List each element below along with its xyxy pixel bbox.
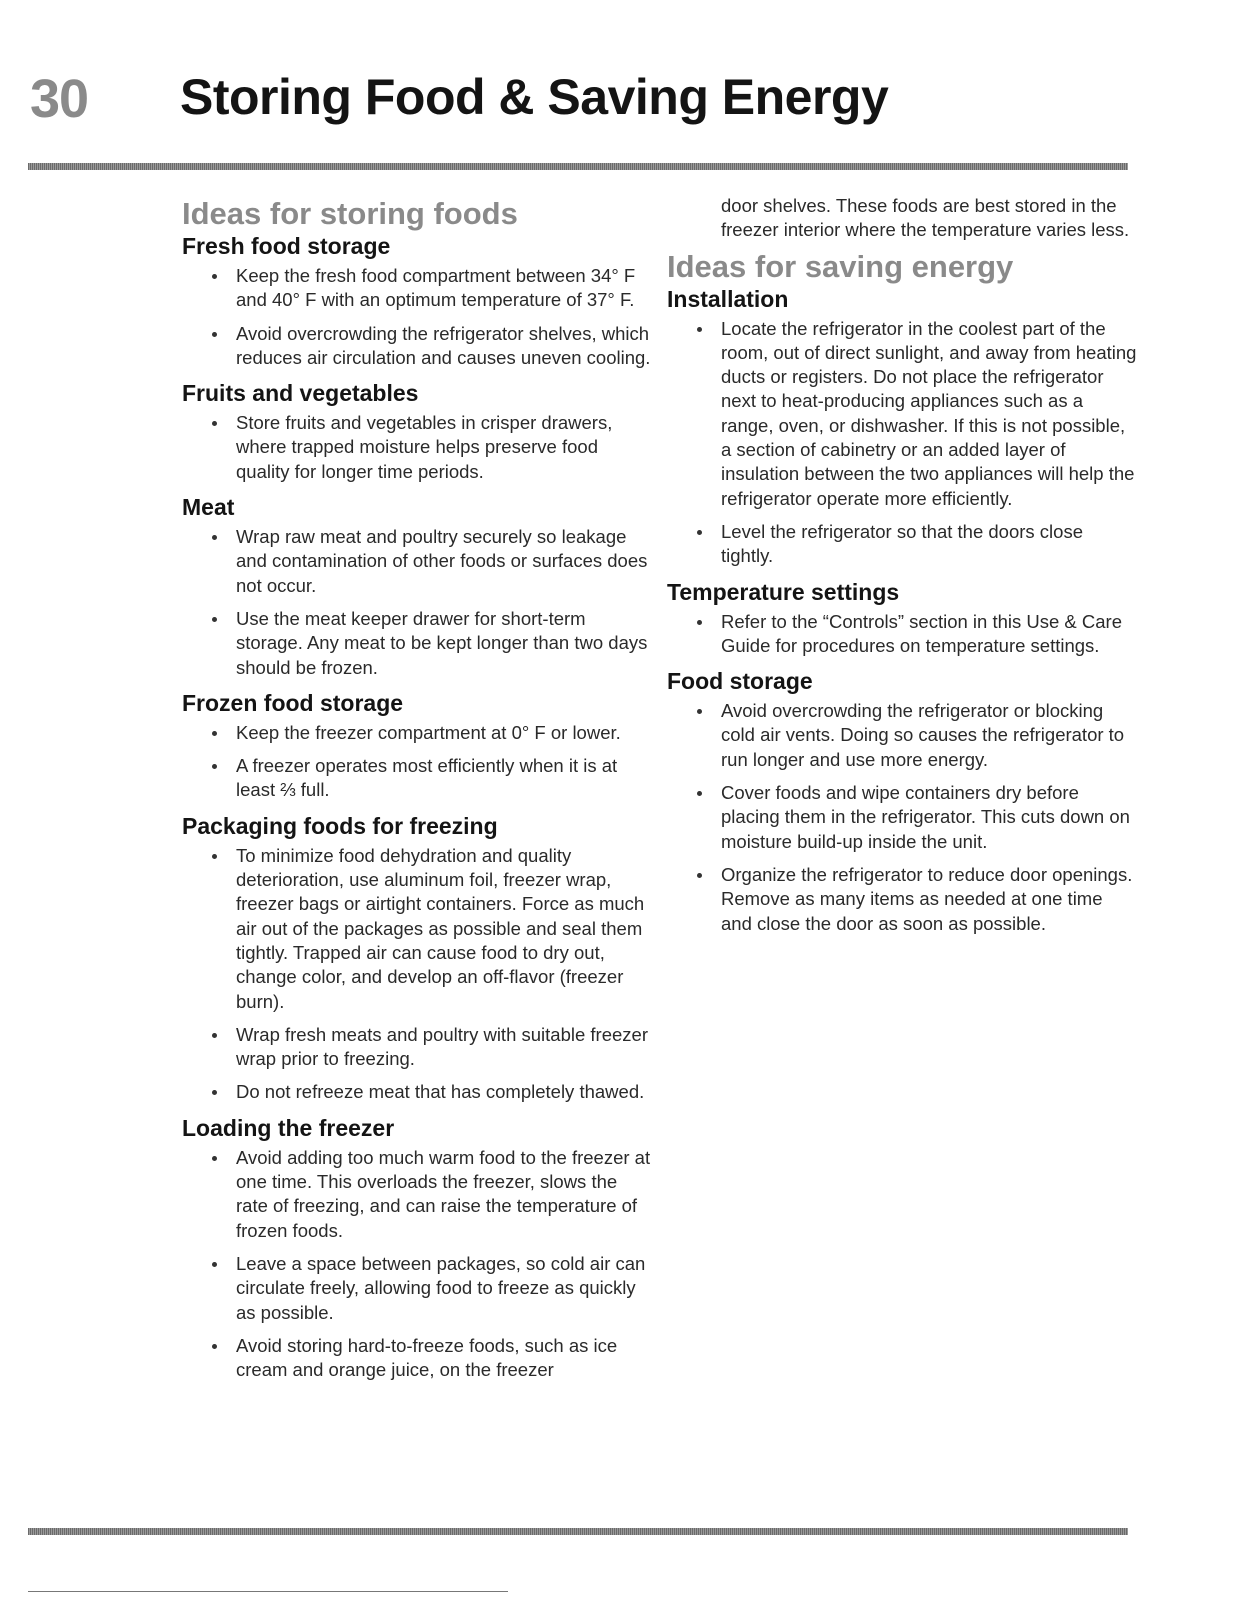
list-item: Store fruits and vegetables in crisper drawers, where trapped moisture helps preserve food quality for longer time periods. (182, 411, 652, 484)
subheading-fresh-food: Fresh food storage (182, 233, 391, 259)
list-item: Avoid overcrowding the refrigerator shelves, which reduces air circulation and causes uneven cooling. (182, 322, 652, 371)
subheading-temperature: Temperature settings (667, 578, 900, 605)
list-item: Cover foods and wipe containers dry before placing them in the refrigerator. This cuts down on moisture build-up inside the unit. (667, 781, 1137, 854)
list-item: Wrap fresh meats and poultry with suitable freezer wrap prior to freezing. (182, 1023, 652, 1072)
meat-list (182, 525, 652, 680)
list-item: Avoid storing hard-to-freeze foods, such as ice cream and orange juice, on the freezer (182, 1334, 652, 1383)
left-column (182, 196, 652, 1391)
installation-list (667, 317, 1137, 569)
fruits-list (182, 411, 652, 484)
list-item: Organize the refrigerator to reduce door openings. Remove as many items as needed at one time and close the door as soon as possible. (667, 863, 1137, 936)
subheading-meat: Meat (182, 494, 235, 521)
right-column (667, 194, 1137, 945)
food-storage-list (667, 699, 1137, 936)
list-item: Use the meat keeper drawer for short-term storage. Any meat to be kept longer than two days should be frozen. (182, 607, 652, 680)
section-heading-energy: Ideas for saving energy (667, 248, 1014, 284)
list-item: Wrap raw meat and poultry securely so leakage and contamination of other foods or surfaces does not occur. (182, 525, 652, 598)
list-item: Do not refreeze meat that has completely thawed. (182, 1080, 652, 1104)
temperature-list (667, 610, 1137, 659)
list-item: Locate the refrigerator in the coolest part of the room, out of direct sunlight, and away from heating ducts or registers. Do not place the refrigerator next to heat-producing appliances such as a range, oven, or dishwasher. If this is not possible, a section of cabinetry or an added layer of insulation between the two appliances will help the refrigerator operate more efficiently. (667, 317, 1137, 511)
list-item: Avoid overcrowding the refrigerator or blocking cold air vents. Doing so causes the refrigerator to run longer and use more energy. (667, 699, 1137, 772)
list-item: Avoid adding too much warm food to the freezer at one time. This overloads the freezer, slows the rate of freezing, and can raise the temperature of frozen foods. (182, 1146, 652, 1243)
subheading-loading-freezer: Loading the freezer (182, 1114, 395, 1141)
subheading-fruits-vegetables: Fruits and vegetables (182, 380, 419, 407)
bottom-divider (28, 1528, 1128, 1535)
page-number: 30 (30, 69, 89, 129)
list-item: Keep the fresh food compartment between 34° F and 40° F with an optimum temperature of 37° F. (182, 264, 652, 313)
subheading-packaging: Packaging foods for freezing (182, 812, 498, 839)
packaging-list (182, 844, 652, 1105)
subheading-food-storage: Food storage (667, 668, 813, 695)
list-item: Leave a space between packages, so cold air can circulate freely, allowing food to freeze as quickly as possible. (182, 1252, 652, 1325)
continued-text: door shelves. These foods are best stored in the freezer interior where the temperature varies less. (721, 195, 1130, 241)
subheading-frozen-food: Frozen food storage (182, 689, 404, 716)
list-item: A freezer operates most efficiently when it is at least ⅔ full. (182, 754, 652, 803)
loading-list (182, 1146, 652, 1383)
footer-line (28, 1591, 508, 1592)
fresh-food-list (182, 264, 652, 370)
page-header (28, 60, 1128, 140)
list-item: Level the refrigerator so that the doors close tightly. (667, 520, 1137, 569)
subheading-installation: Installation (667, 285, 789, 312)
list-item: Keep the freezer compartment at 0° F or lower. (182, 721, 652, 745)
section-heading-storing: Ideas for storing foods (182, 196, 518, 231)
list-item: To minimize food dehydration and quality deterioration, use aluminum foil, freezer wrap, freezer bags or airtight containers. Force as much air out of the packages as possible and seal them tightly. Trapped air can cause food to dry out, change color, and develop an off-flavor (freezer burn). (182, 844, 652, 1014)
top-divider (28, 163, 1128, 170)
list-item: Refer to the “Controls” section in this Use & Care Guide for procedures on temperature settings. (667, 610, 1137, 659)
frozen-list (182, 721, 652, 803)
page-title: Storing Food & Saving Energy (180, 69, 889, 125)
